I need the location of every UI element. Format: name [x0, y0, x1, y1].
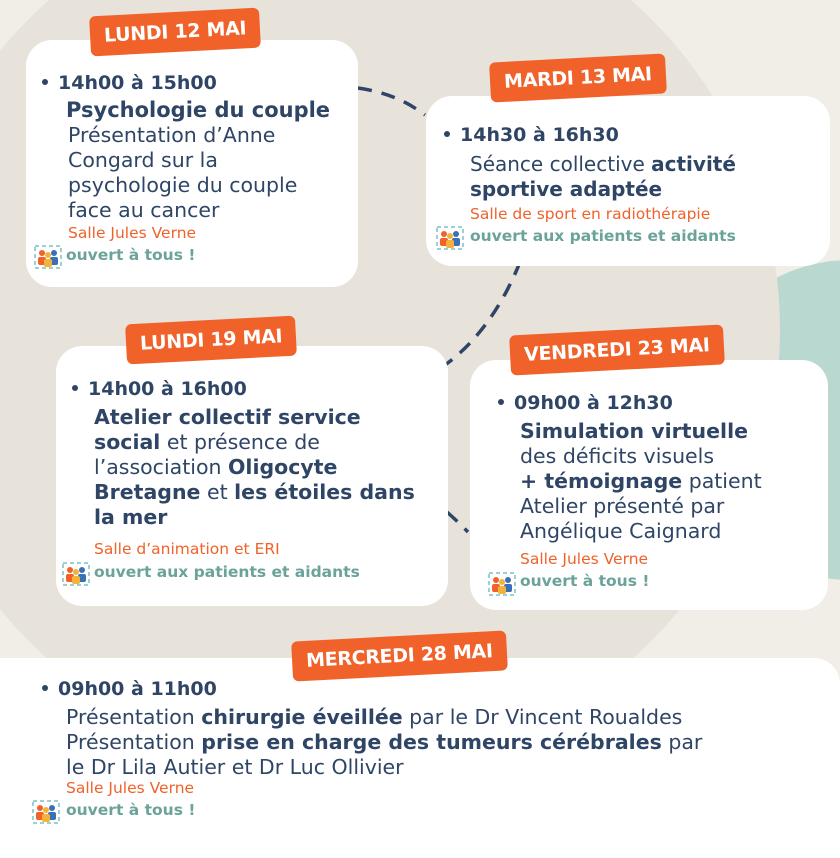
event-description [470, 152, 736, 202]
event-room: Salle Jules Verne [520, 550, 649, 568]
description-line: Présentation d’Anne [68, 123, 276, 147]
date-badge: VENDREDI 23 MAI [509, 324, 724, 375]
event-description [66, 705, 702, 780]
bullet-dot [42, 79, 48, 85]
description-bold: la mer [94, 505, 168, 529]
description-bold: les étoiles dans [234, 480, 415, 504]
description-text: et [200, 480, 235, 504]
time-text: 09h00 à 11h00 [58, 678, 217, 700]
date-badge: MERCREDI 28 MAI [291, 630, 508, 681]
description-text: Présentation [66, 730, 202, 754]
description-text: des déficits visuels [520, 444, 715, 468]
bullet-dot [42, 685, 48, 691]
people-group-icon [32, 800, 60, 824]
event-time [42, 72, 217, 94]
event-time [42, 678, 217, 700]
people-group-icon [488, 572, 516, 596]
event-room: Salle d’animation et ERI [94, 540, 280, 558]
event-audience: ouvert à tous ! [520, 572, 650, 590]
time-text: 09h00 à 12h30 [514, 392, 673, 414]
event-time [498, 392, 673, 414]
description-text: Atelier présenté par [520, 494, 725, 518]
description-bold: chirurgie éveillée [201, 705, 403, 729]
description-bold: prise en charge des tumeurs cérébrales [201, 730, 662, 754]
description-bold: + témoignage [520, 469, 683, 493]
description-text: patient [682, 469, 762, 493]
description-line: psychologie du couple [68, 173, 298, 197]
event-room: Salle Jules Verne [66, 779, 195, 797]
bullet-dot [444, 131, 450, 137]
description-text: Présentation [66, 705, 202, 729]
event-room: Salle de sport en radiothérapie [470, 205, 711, 223]
description-bold: Atelier collectif service [94, 405, 361, 429]
event-time [444, 124, 619, 146]
description-line: face au cancer [68, 198, 220, 222]
event-time [72, 378, 247, 400]
description-text: et présence de [160, 430, 320, 454]
description-text: par le Dr Vincent Roualdes [402, 705, 683, 729]
date-badge: MARDI 13 MAI [489, 53, 667, 102]
event-title: Psychologie du couple [66, 98, 331, 122]
description-text: l’association [94, 455, 228, 479]
description-text: Séance collective [470, 152, 652, 176]
description-line: Congard sur la [68, 148, 218, 172]
people-group-icon [436, 226, 464, 250]
description-bold: sportive adaptée [470, 177, 663, 201]
date-badge: LUNDI 19 MAI [125, 316, 297, 365]
time-text: 14h00 à 15h00 [58, 72, 217, 94]
event-room: Salle Jules Verne [68, 224, 197, 242]
event-description [94, 405, 415, 530]
event-audience: ouvert à tous ! [66, 246, 196, 264]
people-group-icon [62, 562, 90, 586]
description-bold: Simulation virtuelle [520, 419, 749, 443]
description-bold: Oligocyte [228, 455, 338, 479]
description-bold: social [94, 430, 161, 454]
event-audience: ouvert aux patients et aidants [470, 227, 736, 245]
event-audience: ouvert aux patients et aidants [94, 563, 360, 581]
description-text: par [661, 730, 703, 754]
date-badge: LUNDI 12 MAI [89, 8, 261, 57]
bullet-dot [498, 399, 504, 405]
event-description [68, 123, 297, 223]
bullet-dot [72, 385, 78, 391]
event-audience: ouvert à tous ! [66, 801, 196, 819]
people-group-icon [34, 245, 62, 269]
description-bold: activité [651, 152, 736, 176]
time-text: 14h30 à 16h30 [460, 124, 619, 146]
description-text: le Dr Lila Autier et Dr Luc Ollivier [66, 755, 404, 779]
description-bold: Bretagne [94, 480, 201, 504]
description-text: Angélique Caignard [520, 519, 722, 543]
time-text: 14h00 à 16h00 [88, 378, 247, 400]
event-description [520, 419, 762, 544]
